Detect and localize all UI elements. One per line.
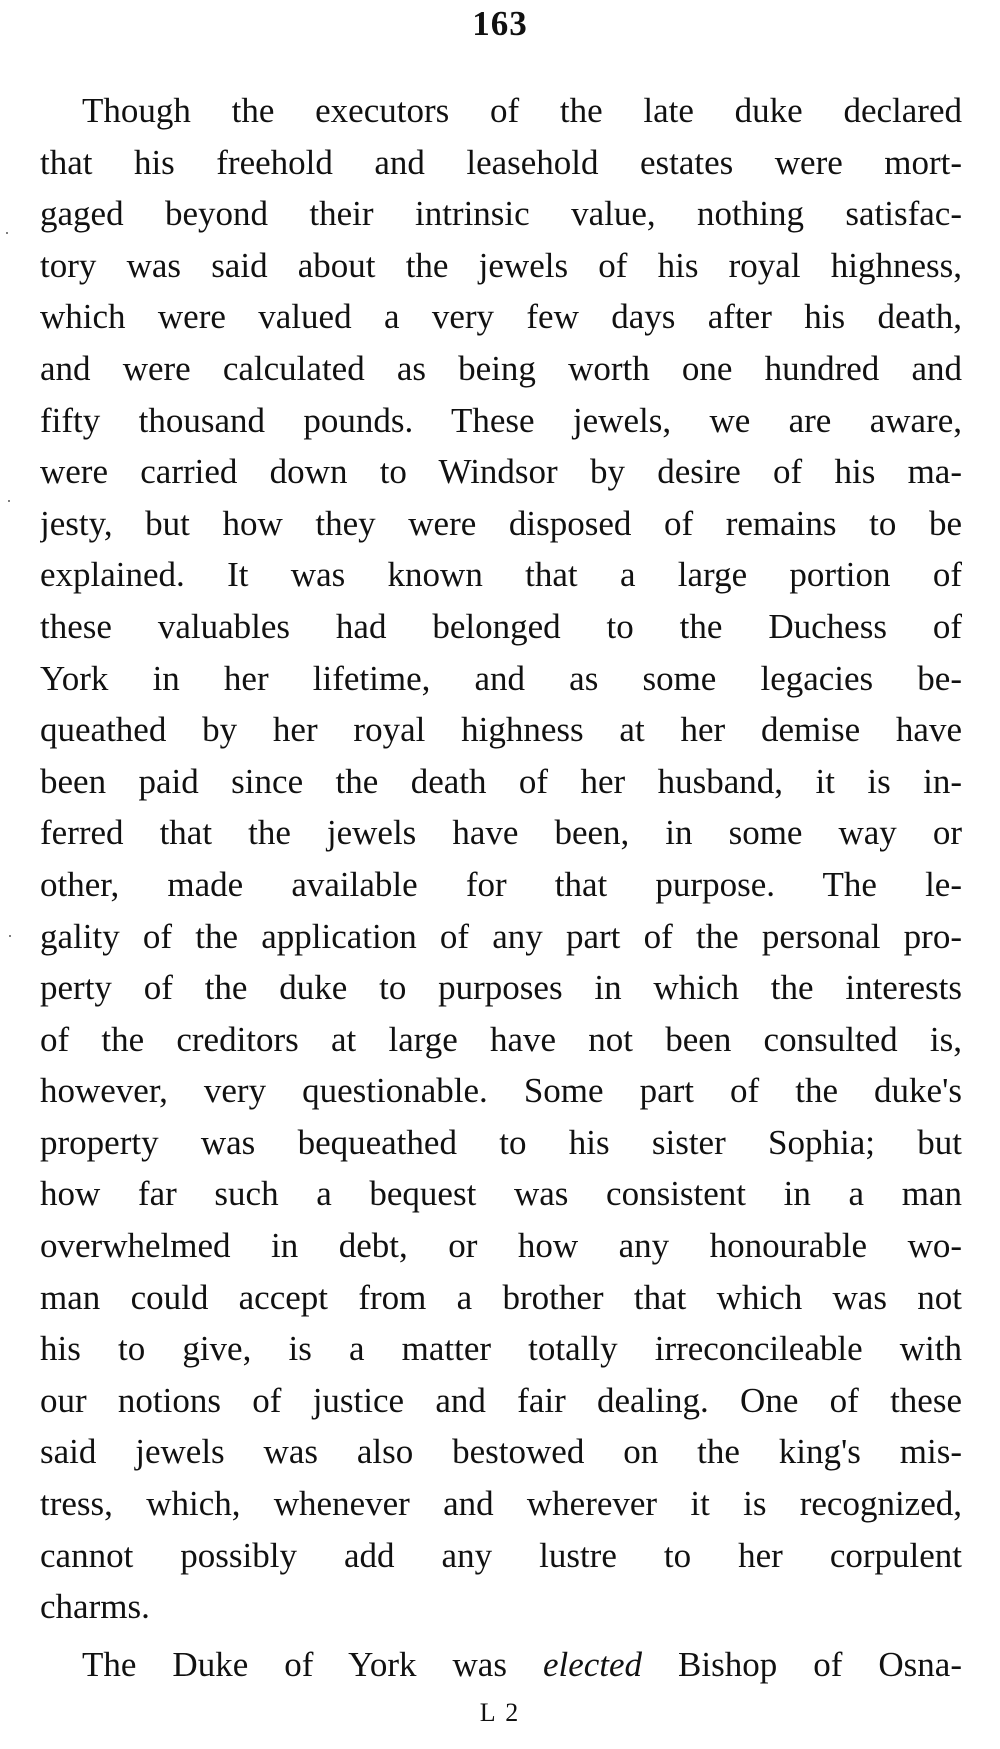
text-line: property was bequeathed to his sister Sophia; but <box>40 1122 962 1162</box>
text-line: these valuables had belonged to the Duchess of <box>40 606 962 646</box>
text-line: overwhelmed in debt, or how any honourable wo- <box>40 1226 962 1266</box>
text-line: our notions of justice and fair dealing. One of these <box>40 1380 962 1420</box>
text-line: how far such a bequest was consistent in a man <box>40 1174 962 1214</box>
text-line: tory was said about the jewels of his royal highness, <box>40 245 962 285</box>
text-line: fifty thousand pounds. These jewels, we are aware, <box>40 400 962 440</box>
italic-word: elected <box>542 1644 643 1684</box>
text-line: gaged beyond their intrinsic value, nothing satisfac- <box>40 194 962 234</box>
text-line: York in her lifetime, and as some legacies be- <box>40 658 962 698</box>
text-line: were carried down to Windsor by desire of his ma- <box>40 452 962 492</box>
text-line: been paid since the death of her husband, it is in- <box>40 761 962 801</box>
text-line: which were valued a very few days after his death, <box>40 297 962 337</box>
paper-speck <box>6 232 8 234</box>
text-line: cannot possibly add any lustre to her corpulent <box>40 1535 962 1575</box>
text-line <box>40 1639 962 1691</box>
text-run: Bishop of Osna- <box>642 1644 962 1684</box>
text-line: Though the executors of the late duke declared <box>82 91 962 130</box>
paragraph <box>40 1639 962 1691</box>
text-line: tress, which, whenever and wherever it is recognized, <box>40 1484 962 1524</box>
page-number: 163 <box>472 4 528 43</box>
text-line: however, very questionable. Some part of the duke's <box>40 1071 962 1111</box>
text-line: jesty, but how they were disposed of remains to be <box>40 503 962 543</box>
text-line: queathed by her royal highness at her demise have <box>40 710 962 750</box>
text-line: explained. It was known that a large portion of <box>40 555 962 595</box>
paragraph <box>40 85 962 1633</box>
text-line: ferred that the jewels have been, in some way or <box>40 813 962 853</box>
text-line: said jewels was also bestowed on the king's mis- <box>40 1432 962 1472</box>
text-line: and were calculated as being worth one hundred and <box>40 348 962 388</box>
text-line: gality of the application of any part of the personal pro- <box>40 916 962 956</box>
paper-speck <box>9 935 11 937</box>
text-line: man could accept from a brother that which was not <box>40 1277 962 1317</box>
paper-speck <box>8 500 10 502</box>
text-line: that his freehold and leasehold estates were mort- <box>40 142 962 182</box>
text-run: The Duke of York was <box>82 1644 543 1684</box>
text-line: of the creditors at large have not been consulted is, <box>40 1019 962 1059</box>
text-line: other, made available for that purpose. The le- <box>40 864 962 904</box>
signature-mark: L 2 <box>479 1698 521 1727</box>
body-text <box>40 85 962 1690</box>
text-line: his to give, is a matter totally irreconcileable with <box>40 1329 962 1369</box>
text-line: perty of the duke to purposes in which the interests <box>40 968 962 1008</box>
text-line: charms. <box>40 1587 150 1627</box>
